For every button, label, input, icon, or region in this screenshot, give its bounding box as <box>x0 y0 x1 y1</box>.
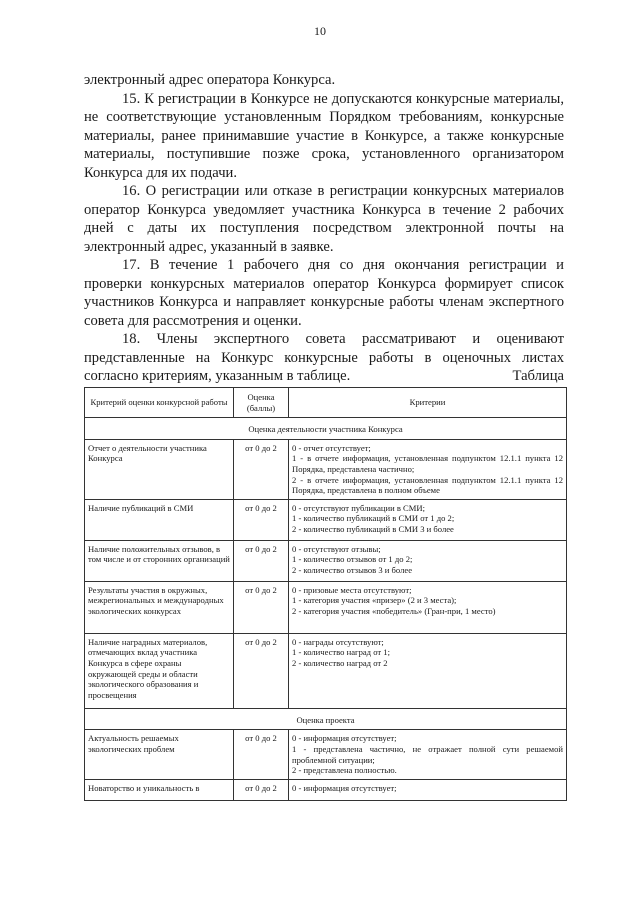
section-row <box>85 418 567 440</box>
score-cell: от 0 до 2 <box>234 439 289 499</box>
table-row <box>85 730 567 779</box>
criterion-cell: Наличие положительных отзывов, в том числе и от сторонних организаций <box>85 540 234 581</box>
section-title: Оценка деятельности участника Конкурса <box>85 418 567 440</box>
criteria-line: 1 - количество наград от 1; <box>292 647 390 658</box>
table-row <box>85 499 567 540</box>
criteria-cell <box>289 540 567 581</box>
criterion-cell: Актуальность решаемых экологических проблем <box>85 730 234 779</box>
criteria-line: 2 - в отчете информация, установленная подпунктом 12.1.1 пункта 12 Порядка, представлена в полном объеме <box>292 474 563 496</box>
criteria-line: 2 - количество отзывов 3 и более <box>292 564 413 575</box>
paragraph-18: 18. Члены экспертного совета рассматривают и оценивают представленные на Конкурс конкурсные работы в оценочных листах согласно критериям, указанным в таблице. <box>84 331 564 384</box>
criteria-line: 1 - количество публикаций в СМИ от 1 до 2; <box>292 513 455 524</box>
criterion-cell: Наличие наградных материалов, отмечающих вклад участника Конкурса в сфере охраны окружающей среды и области экологического образования и просвещения <box>85 633 234 708</box>
criteria-line: 2 - категория участия «победитель» (Гран-при, 1 место) <box>292 605 496 616</box>
criteria-line: 1 - категория участия «призер» (2 и 3 места); <box>292 595 457 606</box>
criteria-line: 0 - призовые места отсутствуют; <box>292 584 412 595</box>
section-title: Оценка проекта <box>85 708 567 730</box>
table-row <box>85 581 567 633</box>
header-score: Оценка (баллы) <box>234 388 289 418</box>
table-row <box>85 540 567 581</box>
section-row <box>85 708 567 730</box>
criterion-cell: Результаты участия в окружных, межрегиональных и международных экологических конкурсах <box>85 581 234 633</box>
score-cell: от 0 до 2 <box>234 499 289 540</box>
criteria-line: 1 - представлена частично, не отражает полной сути решаемой проблемной ситуации; <box>292 743 563 765</box>
criteria-line: 2 - количество наград от 2 <box>292 657 388 668</box>
criteria-line: 0 - отсутствуют отзывы; <box>292 543 381 554</box>
table-row <box>85 439 567 499</box>
criteria-line: 0 - информация отсутствует; <box>292 733 397 744</box>
criteria-line: 1 - в отчете информация, установленная подпунктом 12.1.1 пункта 12 Порядка, представлена частично; <box>292 453 563 474</box>
table-caption: Таблица <box>512 368 564 384</box>
table-row <box>85 633 567 708</box>
criteria-line: 0 - отсутствуют публикации в СМИ; <box>292 502 426 513</box>
criteria-cell <box>289 633 567 708</box>
criteria-line: 1 - количество отзывов от 1 до 2; <box>292 554 413 565</box>
criteria-table <box>84 387 567 801</box>
body-text <box>84 71 564 386</box>
score-cell: от 0 до 2 <box>234 540 289 581</box>
page-number: 10 <box>314 24 326 38</box>
criteria-cell <box>289 499 567 540</box>
criteria-cell <box>289 581 567 633</box>
paragraph-16: 16. О регистрации или отказе в регистрации конкурсных материалов оператор Конкурса уведомляет участника Конкурса в течение 2 рабочих дней с даты их поступления посредством электронной почты на электронный адрес, указанный в заявке. <box>84 183 564 255</box>
score-cell: от 0 до 2 <box>234 730 289 779</box>
score-cell: от 0 до 2 <box>234 633 289 708</box>
paragraph: электронный адрес оператора Конкурса. <box>84 72 336 88</box>
criterion-cell: Отчет о деятельности участника Конкурса <box>85 439 234 499</box>
paragraph-15: 15. К регистрации в Конкурсе не допускаются конкурсные материалы, не соответствующие установленным Порядком требованиям, конкурсные материалы, ранее принимавшие участие в Конкурсе, а также конкурсные материалы, поступившие позже срока, установленного организатором Конкурса для их подачи. <box>84 90 564 181</box>
table-header-row <box>85 388 567 418</box>
score-cell: от 0 до 2 <box>234 779 289 800</box>
criteria-line: 0 - информация отсутствует; <box>292 782 397 793</box>
score-cell: от 0 до 2 <box>234 581 289 633</box>
header-criteria: Критерии <box>289 388 567 418</box>
criteria-cell <box>289 730 567 779</box>
criteria-cell <box>289 779 567 800</box>
criteria-line: 2 - количество публикаций в СМИ 3 и более <box>292 523 454 534</box>
criteria-line: 0 - отчет отсутствует; <box>292 442 371 453</box>
table-row <box>85 779 567 800</box>
header-criterion: Критерий оценки конкурсной работы <box>85 388 234 418</box>
criterion-cell: Новаторство и уникальность в <box>85 779 234 800</box>
criterion-cell: Наличие публикаций в СМИ <box>85 499 234 540</box>
criteria-cell <box>289 439 567 499</box>
criteria-line: 0 - награды отсутствуют; <box>292 636 384 647</box>
criteria-line: 2 - представлена полностью. <box>292 765 397 776</box>
paragraph-17: 17. В течение 1 рабочего дня со дня окончания регистрации и проверки конкурсных материалов оператор Конкурса формирует список участников Конкурса и направляет конкурсные работы членам экспертного совета для рассмотрения и оценки. <box>84 257 564 329</box>
